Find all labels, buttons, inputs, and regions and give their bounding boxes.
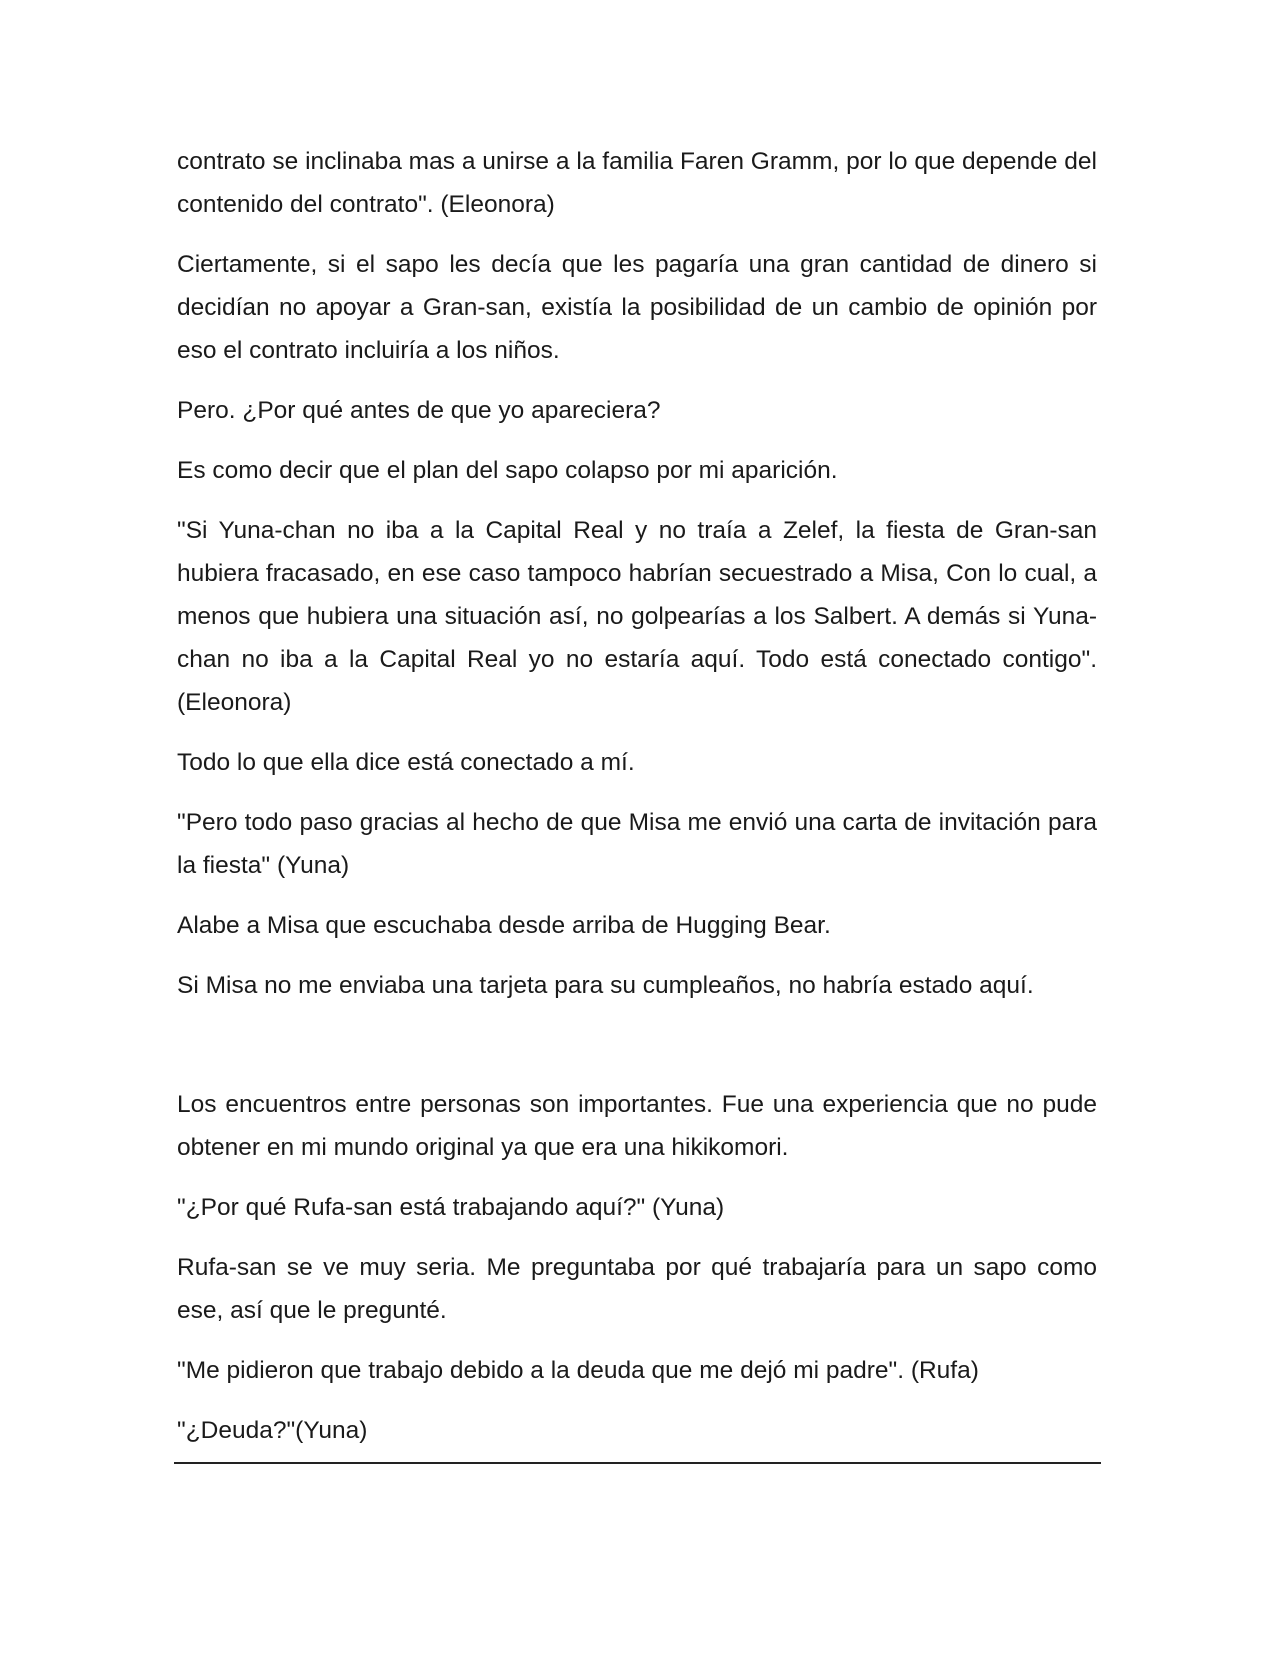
scene-break: [177, 1024, 1097, 1083]
paragraph: Todo lo que ella dice está conectado a mí.: [177, 749, 635, 776]
paragraph: "Pero todo paso gracias al hecho de que Misa me envió una carta de invitación para la fiesta" (Yuna): [177, 809, 1097, 879]
paragraph: Alabe a Misa que escuchaba desde arriba de Hugging Bear.: [177, 912, 831, 939]
paragraph: Pero. ¿Por qué antes de que yo apareciera?: [177, 397, 661, 424]
paragraph: Los encuentros entre personas son importantes. Fue una experiencia que no pude obtener en mi mundo original ya que era una hikikomori.: [177, 1091, 1097, 1161]
paragraph: contrato se inclinaba mas a unirse a la familia Faren Gramm, por lo que depende del contenido del contrato". (Eleonora): [177, 148, 1097, 218]
paragraph: "Me pidieron que trabajo debido a la deuda que me dejó mi padre". (Rufa): [177, 1357, 979, 1384]
paragraph: Rufa-san se ve muy seria. Me preguntaba por qué trabajaría para un sapo como ese, así que le pregunté.: [177, 1254, 1097, 1324]
paragraph: "¿Por qué Rufa-san está trabajando aquí?" (Yuna): [177, 1194, 725, 1221]
paragraph: Es como decir que el plan del sapo colapso por mi aparición.: [177, 457, 838, 484]
footer-divider: [174, 1462, 1101, 1464]
paragraph: Si Misa no me enviaba una tarjeta para su cumpleaños, no habría estado aquí.: [177, 972, 1034, 999]
paragraph: "¿Deuda?"(Yuna): [177, 1417, 368, 1444]
body-text: [177, 140, 1097, 1469]
paragraph: Ciertamente, si el sapo les decía que les pagaría una gran cantidad de dinero si decidían no apoyar a Gran-san, existía la posibilidad de un cambio de opinión por eso el contrato incluiría a los niños.: [177, 251, 1097, 364]
paragraph: "Si Yuna-chan no iba a la Capital Real y no traía a Zelef, la fiesta de Gran-san hubiera fracasado, en ese caso tampoco habrían secuestrado a Misa, Con lo cual, a menos que hubiera una situación así, no golpearías a los Salbert. A demás si Yuna-chan no iba a la Capital Real yo no estaría aquí. Todo está conectado contigo". (Eleonora): [177, 517, 1097, 716]
